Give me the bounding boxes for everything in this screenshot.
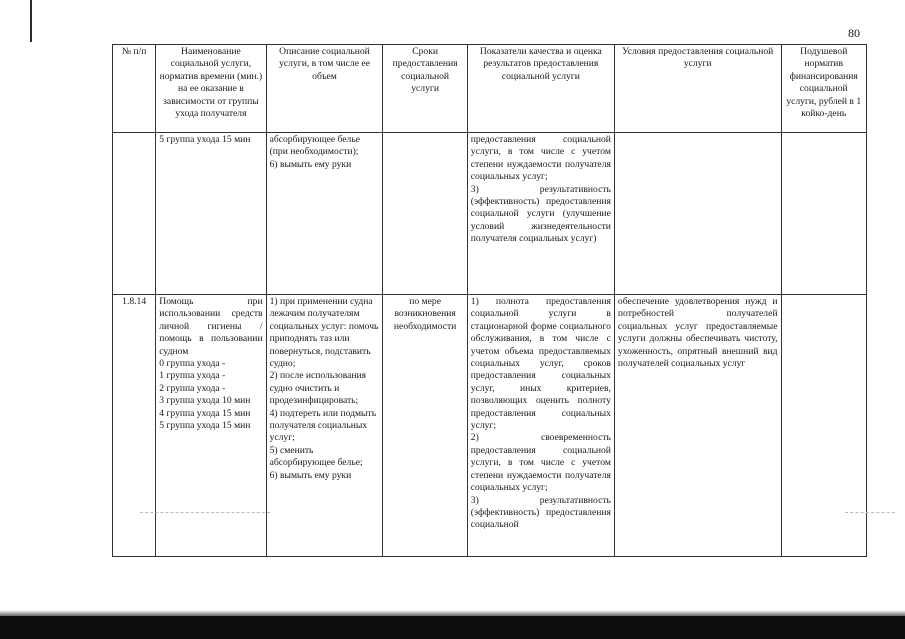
cell-no <box>113 133 156 295</box>
scan-artifact-dash <box>140 512 270 514</box>
table-row-1-8-14 <box>113 295 867 557</box>
quality-line: 3) результативность (эффективность) предоставления социальной услуги (улучшение условий жизнедеятельности получателя социальных услуг) <box>470 183 611 245</box>
desc-line: 6) вымыть ему руки <box>269 469 352 481</box>
name-line: 2 группа ухода - <box>159 382 226 394</box>
name-line: 0 группа ухода - <box>159 358 226 370</box>
scan-artifact-dash <box>845 512 895 514</box>
cell-quality <box>467 295 614 557</box>
cell-desc <box>266 133 383 295</box>
desc-line: 6) вымыть ему руки <box>269 158 352 170</box>
table-header-row <box>113 45 867 133</box>
header-no: № п/п <box>113 45 156 133</box>
cell-name <box>156 133 266 295</box>
cell-conditions: обеспечение удовлетворения нужд и потребностей получателей социальных услуг предоставляемые услуги должны обеспечивать чистоту, ухоженность, опрятный внешний вид получателей социальных услуг <box>614 295 781 557</box>
cell-conditions <box>614 133 781 295</box>
name-line: Помощь при использовании средств личной гигиены / помощь в пользовании судном <box>159 296 263 357</box>
quality-line: 3) результативность (эффективность) предоставления социальной <box>470 494 611 531</box>
desc-line: 2) после использования судно очистить и продезинфицировать; <box>269 370 367 407</box>
name-line: 1 группа ухода - <box>159 370 226 382</box>
cell-desc <box>266 295 383 557</box>
cell-term <box>383 133 467 295</box>
name-line: 4 группа ухода 15 мин <box>159 407 251 419</box>
services-table <box>112 44 867 557</box>
desc-line: 4) подтереть или подмыть получателя социальных услуг; <box>269 407 377 444</box>
header-norm: Подушевой норматив финансирования социальной услуги, рублей в 1 койко-день <box>781 45 867 133</box>
cell-norm <box>781 133 867 295</box>
scan-bottom-bar <box>0 616 905 639</box>
header-term: Сроки предоставления социальной услуги <box>383 45 467 133</box>
cell-quality <box>467 133 614 295</box>
quality-line: 2) своевременность предоставления социальной услуги, в том числе с учетом степени нуждаемости получателя социальных услуг; <box>470 432 611 494</box>
cell-norm <box>781 295 867 557</box>
header-desc: Описание социальной услуги, в том числе ее объем <box>266 45 383 133</box>
table-row-continued <box>113 133 867 295</box>
cell-name <box>156 295 266 557</box>
header-quality: Показатели качества и оценка результатов предоставления социальной услуги <box>467 45 614 133</box>
desc-line: абсорбирующее белье (при необходимости); <box>269 134 360 158</box>
cell-no: 1.8.14 <box>113 295 156 557</box>
quality-line: предоставления социальной услуги, в том числе с учетом степени нуждаемости получателя социальных услуг; <box>470 134 611 183</box>
quality-line: 1) полнота предоставления социальной услуги в стационарной форме социального обслуживания, в том числе с учетом объема предоставляемых социальных услуг, сроков предоставления социальных услуг, иных критериев, позволяющих оценить полноту предоставления социальных услуг; <box>470 296 611 432</box>
desc-line: 1) при применении судна лежачим получателям социальных услуг: помочь приподнять таз или повернуться, подставить судно; <box>269 296 379 370</box>
name-line: 3 группа ухода 10 мин <box>159 395 251 407</box>
page-number: 80 <box>848 26 860 40</box>
name-line: 5 группа ухода 15 мин <box>159 134 251 145</box>
name-line: 5 группа ухода 15 мин <box>159 420 251 432</box>
header-conditions: Условия предоставления социальной услуги <box>614 45 781 133</box>
cell-term: по мере возникновения необходимости <box>383 295 467 557</box>
scan-edge-line <box>30 0 32 42</box>
desc-line: 5) сменить абсорбирующее белье; <box>269 444 363 469</box>
header-name: Наименование социальной услуги, норматив времени (мин.) на ее оказание в зависимости от группы ухода получателя <box>156 45 266 133</box>
